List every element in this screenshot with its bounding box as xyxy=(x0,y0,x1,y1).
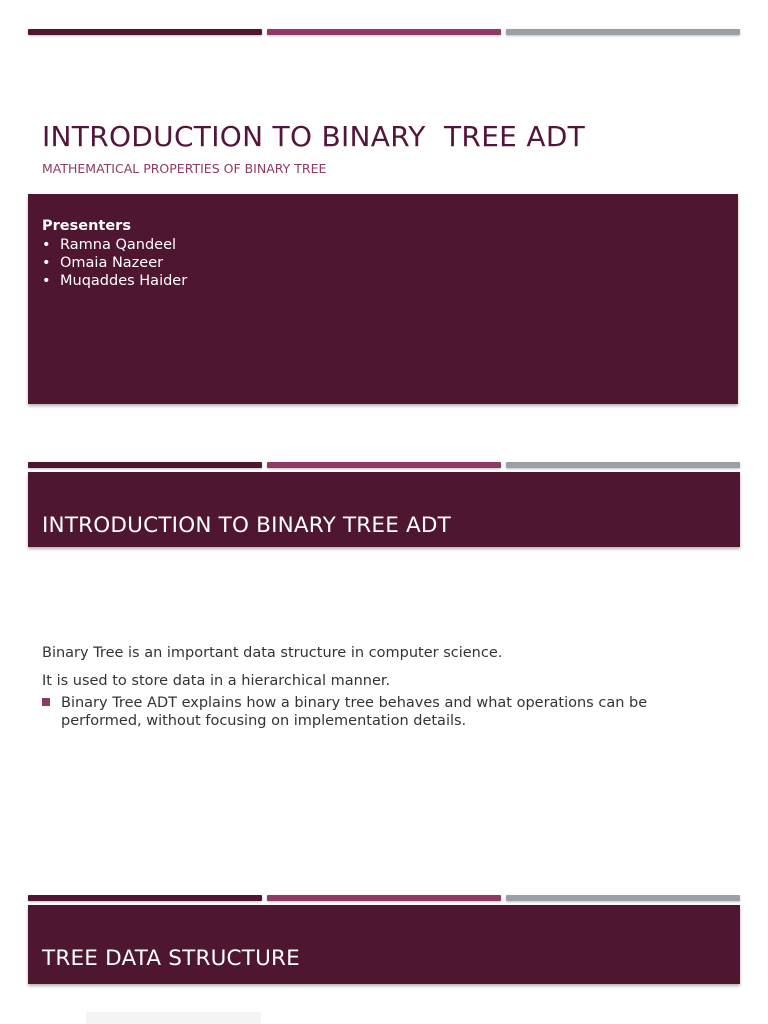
slide3-header xyxy=(28,905,740,984)
accent-bar-gray xyxy=(506,462,740,468)
partial-content-placeholder xyxy=(86,1012,261,1024)
accent-bar-gray xyxy=(506,29,740,35)
square-bullet-icon xyxy=(42,698,50,706)
list-item: • Ramna Qandeel xyxy=(42,236,187,254)
bullet-item xyxy=(42,694,682,730)
accent-bar-magenta xyxy=(267,462,501,468)
accent-bar-gray xyxy=(506,895,740,901)
bullet-text: Binary Tree ADT explains how a binary tree behaves and what operations can be performed, without focusing on implementation details. xyxy=(61,695,648,729)
accent-bar-magenta xyxy=(267,895,501,901)
list-item: • Muqaddes Haider xyxy=(42,272,187,290)
slide-title: INTRODUCTION TO BINARY TREE ADT xyxy=(42,120,586,153)
accent-bar-magenta xyxy=(267,29,501,35)
body-paragraph: It is used to store data in a hierarchical manner. xyxy=(42,673,391,689)
accent-bar-dark xyxy=(28,29,262,35)
presenters-heading: Presenters xyxy=(42,218,131,234)
slide3-accent-bars xyxy=(28,895,740,901)
slide-title: INTRODUCTION TO BINARY TREE ADT xyxy=(42,513,452,538)
slide2-accent-bars xyxy=(28,462,740,468)
top-accent-bars xyxy=(28,29,740,35)
accent-bar-dark xyxy=(28,895,262,901)
accent-bar-dark xyxy=(28,462,262,468)
slide-subtitle: MATHEMATICAL PROPERTIES OF BINARY TREE xyxy=(42,161,327,176)
list-item: • Omaia Nazeer xyxy=(42,254,187,272)
slide-title: TREE DATA STRUCTURE xyxy=(42,946,300,971)
body-paragraph: Binary Tree is an important data structure in computer science. xyxy=(42,645,503,661)
slide2-header xyxy=(28,472,740,547)
presenters-list xyxy=(42,236,187,290)
presenters-panel xyxy=(28,194,738,404)
